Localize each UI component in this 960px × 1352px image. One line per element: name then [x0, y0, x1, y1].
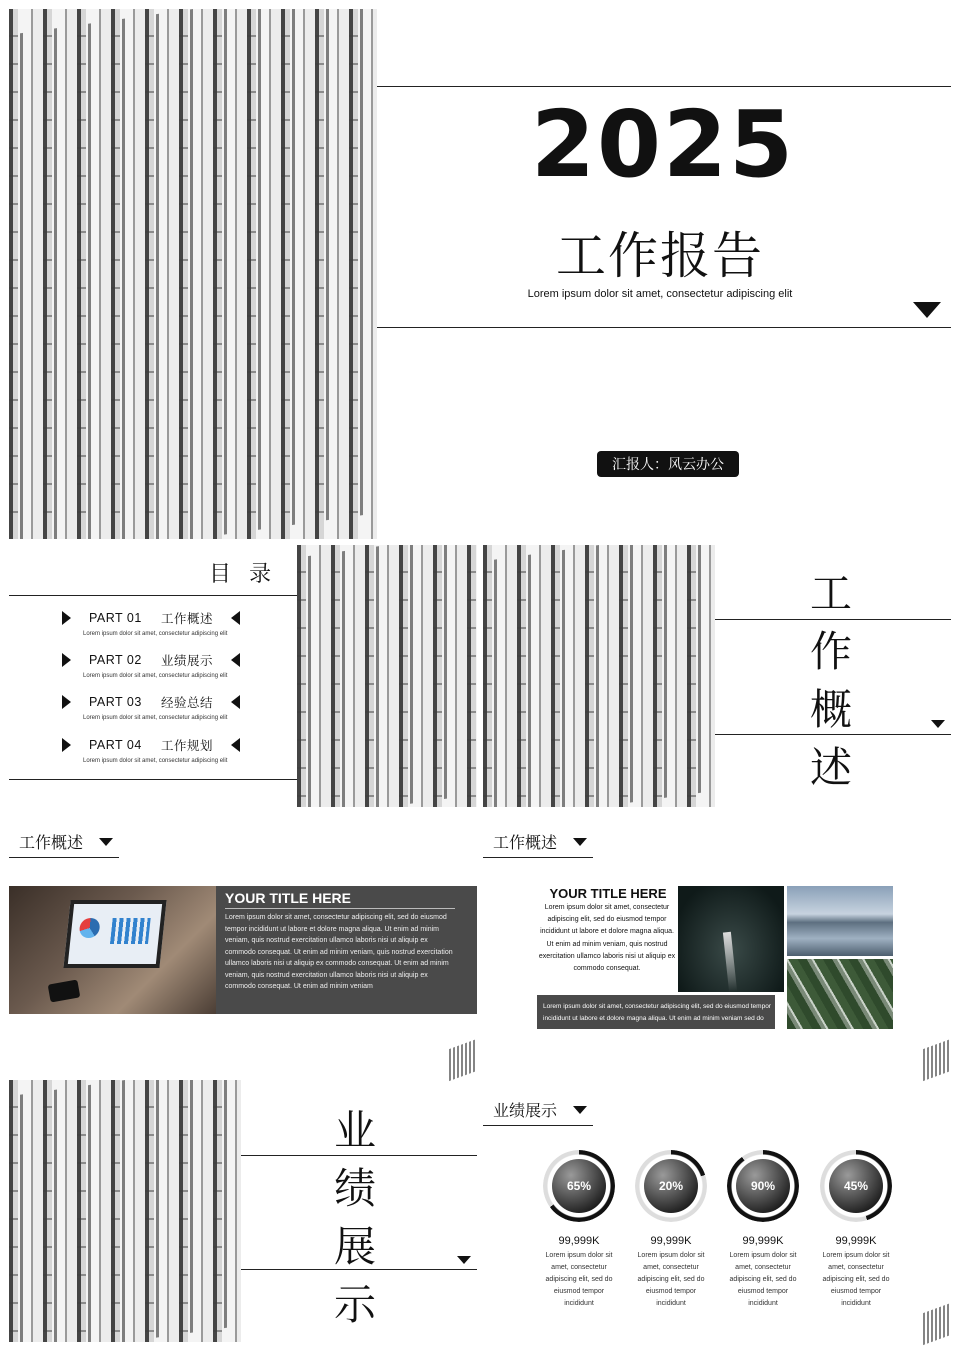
cover-subtitle: Lorem ipsum dolor sit amet, consectetur adipiscing elit — [527, 288, 793, 300]
chevron-down-icon — [573, 1106, 587, 1114]
section1-arrow-icon — [931, 720, 945, 728]
toc-bottom-rule — [9, 779, 297, 780]
pointer-right-icon — [62, 653, 71, 667]
toc-top-rule — [9, 595, 297, 596]
performance-slide — [483, 1080, 951, 1342]
overview-a-slide — [9, 812, 477, 1074]
progress-ring-center: 90% — [727, 1150, 799, 1222]
pointer-right-icon — [62, 695, 71, 709]
overview-b-tag: 工作概述 — [483, 830, 593, 858]
city-photo — [787, 959, 893, 1029]
mini-logo-icon — [923, 1303, 951, 1345]
toc-slide — [9, 545, 477, 807]
progress-ring-center: 45% — [820, 1150, 892, 1222]
cover-bottom-rule — [377, 327, 951, 328]
cover-top-rule — [377, 86, 951, 87]
pointer-left-icon — [231, 695, 240, 709]
chevron-down-icon — [99, 838, 113, 846]
toc-item[interactable]: PART 03 经验总结 Lorem ipsum dolor sit amet, consectetur adipiscing elit — [62, 693, 247, 721]
toc-item[interactable]: PART 01 工作概述 Lorem ipsum dolor sit amet, consectetur adipiscing elit — [62, 609, 247, 637]
stat-block: 99,999K Lorem ipsum dolor sit amet, consectetur adipiscing elit, sed do eiusmod tempor incididunt — [729, 1235, 797, 1307]
toc-item[interactable]: PART 04 工作规划 Lorem ipsum dolor sit amet, consectetur adipiscing elit — [62, 736, 247, 764]
overview-b-heading: YOUR TITLE HERE — [549, 886, 667, 901]
laptop-photo — [9, 886, 216, 1014]
overview-a-heading: YOUR TITLE HERE — [225, 890, 352, 906]
cover-slide — [0, 0, 960, 540]
mini-logo-icon — [449, 1039, 477, 1081]
pointer-left-icon — [231, 738, 240, 752]
cover-arrow-icon — [913, 302, 941, 318]
stat-block: 99,999K Lorem ipsum dolor sit amet, consectetur adipiscing elit, sed do eiusmod tempor incididunt — [822, 1235, 890, 1307]
cover-year: 2025 — [530, 91, 796, 198]
overview-a-body: Lorem ipsum dolor sit amet, consectetur adipiscing elit, sed do eiusmod tempor incididunt ut labore et dolore magna aliqua. Ut enim ad minim veniam, quis nostrud exercitation ullamco laboris nisi ut aliquip ex commodo consequat. Ut enim ad minim veniam, quis nostrud exercitation ullamco laboris nisi ut aliquip ex commodo consequat. Ut enim ad minim veniam, quis nostrud exercitation ullamco laboris nisi ut aliquip ex commodo consequat. Ut enim ad minim veniam — [225, 914, 453, 990]
section2-title: 业 绩 展 示 — [333, 1107, 376, 1328]
overview-a-text-panel — [216, 886, 477, 1014]
overview-a-tag: 工作概述 — [9, 830, 119, 858]
cover-building-photo — [9, 9, 377, 539]
section2-building-photo — [9, 1080, 241, 1342]
overview-b-slide — [483, 812, 951, 1074]
stat-block: 99,999K Lorem ipsum dolor sit amet, consectetur adipiscing elit, sed do eiusmod tempor incididunt — [637, 1235, 705, 1307]
progress-ring-center: 20% — [635, 1150, 707, 1222]
toc-building-photo — [297, 545, 477, 807]
overview-b-footer: Lorem ipsum dolor sit amet, consectetur adipiscing elit, sed do eiusmod tempor incididunt ut labore et dolore magna aliqua. Ut enim ad minim veniam sed do — [537, 995, 775, 1029]
section1-slide — [483, 545, 951, 807]
section2-slide — [9, 1080, 477, 1342]
mini-logo-icon — [923, 1039, 951, 1081]
reporter-badge: 汇报人：风云办公 — [597, 451, 739, 477]
boat-photo — [678, 886, 784, 992]
progress-ring-center: 65% — [543, 1150, 615, 1222]
toc-title: 目 录 — [209, 561, 278, 586]
section1-building-photo — [483, 545, 715, 807]
pointer-right-icon — [62, 738, 71, 752]
pointer-left-icon — [231, 653, 240, 667]
performance-tag: 业绩展示 — [483, 1098, 593, 1126]
toc-item[interactable]: PART 02 业绩展示 Lorem ipsum dolor sit amet, consectetur adipiscing elit — [62, 651, 247, 679]
pointer-right-icon — [62, 611, 71, 625]
section1-title: 工 作 概 述 — [809, 570, 852, 791]
chevron-down-icon — [573, 838, 587, 846]
overview-b-body: Lorem ipsum dolor sit amet, consectetur adipiscing elit, sed do eiusmod tempor incididunt ut labore et dolore magna aliqua. Ut enim ad minim veniam, quis nostrud exercitation ullamco laboris nisi ut aliquip ex commodo consequat. — [538, 904, 676, 973]
section2-arrow-icon — [457, 1256, 471, 1264]
lake-photo — [787, 886, 893, 956]
stat-block: 99,999K Lorem ipsum dolor sit amet, consectetur adipiscing elit, sed do eiusmod tempor incididunt — [545, 1235, 613, 1307]
laptop-screen — [63, 900, 166, 968]
cover-title: 工作报告 — [556, 228, 764, 284]
pointer-left-icon — [231, 611, 240, 625]
